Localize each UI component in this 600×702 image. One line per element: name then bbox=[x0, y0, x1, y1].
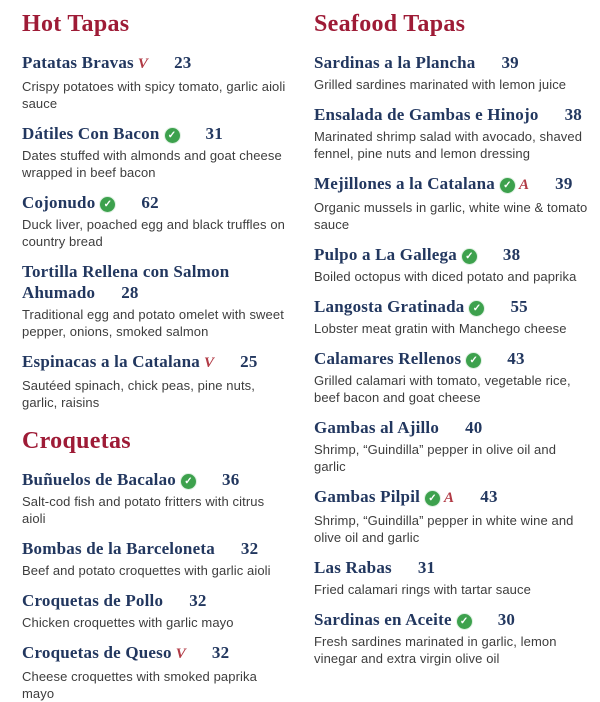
item-description: Duck liver, poached egg and black truffles on country bread bbox=[22, 217, 285, 249]
item-head bbox=[22, 351, 290, 374]
allergen-a-icon: A bbox=[444, 490, 455, 506]
item-head bbox=[314, 104, 588, 125]
item-name: Ensalada de Gambas e Hinojo bbox=[314, 105, 539, 124]
item-description: Shrimp, “Guindilla” pepper in white wine and olive oil and garlic bbox=[314, 513, 574, 545]
menu-item bbox=[314, 486, 588, 546]
section-title: Hot Tapas bbox=[22, 11, 130, 37]
item-description: Lobster meat gratin with Manchego cheese bbox=[314, 321, 567, 336]
menu-item bbox=[22, 351, 290, 411]
item-price: 62 bbox=[141, 193, 159, 212]
menu-item bbox=[22, 590, 290, 631]
item-price: 32 bbox=[189, 591, 207, 610]
item-head bbox=[22, 590, 290, 611]
item-name: Dátiles Con Bacon bbox=[22, 124, 160, 143]
item-description: Shrimp, “Guindilla” pepper in olive oil and garlic bbox=[314, 442, 557, 474]
menu-item bbox=[22, 469, 290, 527]
check-icon: ✓ bbox=[462, 249, 477, 264]
item-head bbox=[314, 244, 588, 265]
vegetarian-v-icon: V bbox=[137, 56, 149, 72]
menu-column-left bbox=[22, 8, 290, 701]
menu-item bbox=[22, 192, 290, 250]
item-price: 55 bbox=[510, 297, 528, 316]
item-price: 38 bbox=[502, 245, 521, 264]
item-name: Bombas de la Barceloneta bbox=[22, 539, 215, 558]
item-head bbox=[22, 469, 290, 490]
menu-item bbox=[314, 104, 588, 162]
item-description: Beef and potato croquettes with garlic aioli bbox=[22, 563, 271, 578]
menu-section bbox=[314, 10, 588, 667]
item-head bbox=[314, 609, 588, 630]
item-description: Organic mussels in garlic, white wine & tomato sauce bbox=[314, 200, 588, 232]
menu-item bbox=[314, 348, 588, 406]
item-price: 32 bbox=[211, 643, 230, 662]
item-name: Gambas al Ajillo bbox=[314, 418, 440, 437]
item-price: 39 bbox=[555, 174, 573, 193]
menu-item bbox=[314, 417, 588, 475]
menu-column-right bbox=[314, 8, 588, 666]
item-head bbox=[314, 486, 588, 509]
item-description: Chicken croquettes with garlic mayo bbox=[22, 615, 234, 630]
item-description: Grilled calamari with tomato, vegetable rice, beef bacon and goat cheese bbox=[314, 373, 571, 405]
item-head bbox=[22, 192, 290, 213]
menu-item bbox=[314, 609, 588, 667]
item-description: Crispy potatoes with spicy tomato, garlic aioli sauce bbox=[22, 79, 286, 111]
item-description: Salt-cod fish and potato fritters with citrus aioli bbox=[22, 494, 265, 526]
menu-item bbox=[22, 642, 290, 702]
item-name: Sardinas en Aceite bbox=[314, 610, 452, 629]
item-description: Boiled octopus with diced potato and paprika bbox=[314, 269, 577, 284]
vegetarian-v-icon: V bbox=[175, 646, 186, 662]
item-head bbox=[314, 296, 588, 317]
item-head bbox=[22, 123, 290, 144]
menu-item bbox=[314, 244, 588, 285]
item-description: Dates stuffed with almonds and goat cheese wrapped in beef bacon bbox=[22, 148, 282, 180]
item-price: 36 bbox=[222, 470, 240, 489]
item-description: Marinated shrimp salad with avocado, shaved fennel, pine nuts and lemon dressing bbox=[314, 129, 583, 161]
item-price: 32 bbox=[240, 539, 259, 558]
item-name: Sardinas a la Plancha bbox=[314, 53, 476, 72]
check-icon: ✓ bbox=[500, 178, 515, 193]
item-price: 25 bbox=[240, 352, 258, 371]
item-name: Cojonudo bbox=[22, 193, 96, 212]
allergen-a-icon: A bbox=[518, 177, 530, 193]
item-price: 43 bbox=[507, 349, 525, 368]
menu-section bbox=[22, 427, 290, 702]
check-icon: ✓ bbox=[469, 301, 484, 316]
section-title: Seafood Tapas bbox=[314, 11, 466, 37]
item-price: 30 bbox=[497, 610, 516, 629]
item-name: Croquetas de Pollo bbox=[22, 591, 164, 610]
item-name: Langosta Gratinada bbox=[314, 297, 465, 316]
check-icon: ✓ bbox=[457, 614, 472, 629]
menu-item bbox=[22, 538, 290, 579]
item-name: Buñuelos de Bacalao bbox=[22, 470, 176, 489]
menu-item bbox=[22, 261, 290, 340]
item-head bbox=[314, 417, 588, 438]
section-title: Croquetas bbox=[22, 428, 131, 454]
item-description: Traditional egg and potato omelet with sweet pepper, onions, smoked salmon bbox=[22, 307, 284, 339]
check-icon: ✓ bbox=[181, 474, 196, 489]
item-head bbox=[22, 52, 290, 75]
item-description: Grilled sardines marinated with lemon juice bbox=[314, 77, 567, 92]
item-name: Gambas Pilpil bbox=[314, 487, 421, 506]
item-head bbox=[314, 348, 588, 369]
item-head bbox=[22, 642, 290, 665]
menu-item bbox=[314, 557, 588, 598]
item-price: 31 bbox=[205, 124, 223, 143]
item-name: Pulpo a La Gallega bbox=[314, 245, 457, 264]
item-name: Las Rabas bbox=[314, 558, 392, 577]
item-head bbox=[22, 538, 290, 559]
menu-item bbox=[314, 296, 588, 337]
menu-item bbox=[22, 52, 290, 112]
item-name: Patatas Bravas bbox=[22, 53, 134, 72]
item-price: 40 bbox=[465, 418, 483, 437]
check-icon: ✓ bbox=[165, 128, 180, 143]
check-icon: ✓ bbox=[425, 491, 440, 506]
menu-item bbox=[314, 52, 588, 93]
item-price: 28 bbox=[121, 283, 139, 302]
item-head bbox=[22, 261, 290, 303]
item-head bbox=[314, 173, 588, 196]
menu-item bbox=[314, 173, 588, 233]
item-head bbox=[314, 557, 588, 578]
item-name: Calamares Rellenos bbox=[314, 349, 462, 368]
check-icon: ✓ bbox=[100, 197, 115, 212]
item-description: Cheese croquettes with smoked paprika mayo bbox=[22, 669, 257, 701]
item-name: Tortilla Rellena con Salmon Ahumado bbox=[22, 262, 230, 302]
item-price: 39 bbox=[501, 53, 519, 72]
item-description: Sautéed spinach, chick peas, pine nuts, garlic, raisins bbox=[22, 378, 255, 410]
item-head bbox=[314, 52, 588, 73]
item-name: Espinacas a la Catalana bbox=[22, 352, 200, 371]
item-name: Croquetas de Queso bbox=[22, 643, 172, 662]
item-name: Mejillones a la Catalana bbox=[314, 174, 495, 193]
item-price: 31 bbox=[417, 558, 436, 577]
menu-item bbox=[22, 123, 290, 181]
item-description: Fried calamari rings with tartar sauce bbox=[314, 582, 531, 597]
item-price: 38 bbox=[564, 105, 582, 124]
item-price: 43 bbox=[480, 487, 498, 506]
item-price: 23 bbox=[174, 53, 192, 72]
vegetarian-v-icon: V bbox=[203, 355, 215, 371]
item-description: Fresh sardines marinated in garlic, lemon vinegar and extra virgin olive oil bbox=[314, 634, 557, 666]
menu-section bbox=[22, 10, 290, 411]
check-icon: ✓ bbox=[466, 353, 481, 368]
